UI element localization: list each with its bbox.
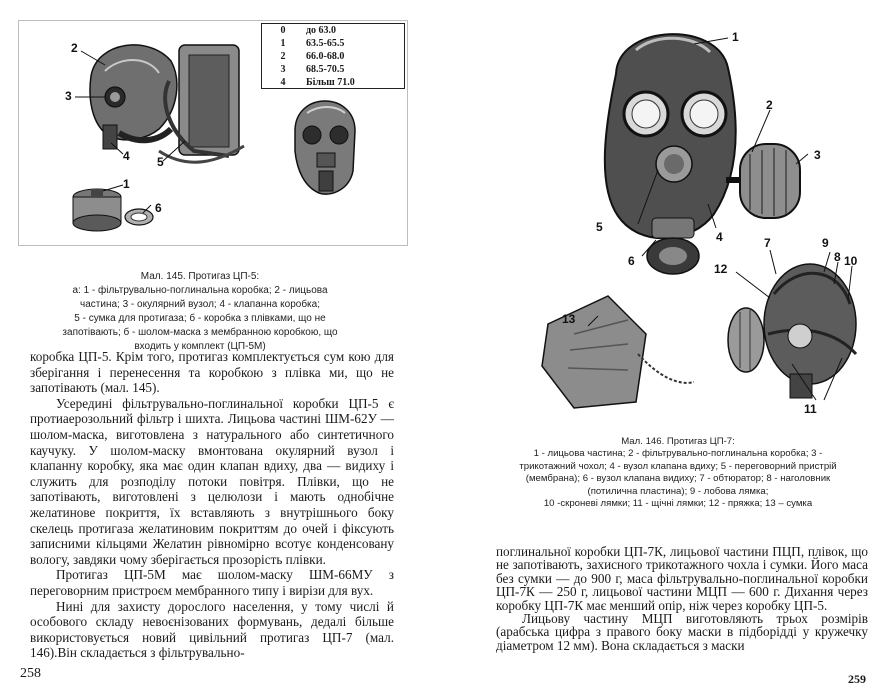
page-number-left: 258 bbox=[20, 666, 41, 681]
caption-line: частина; 3 - окулярний вузол; 4 - клапанна коробка; bbox=[80, 299, 320, 310]
size-code: 2 bbox=[280, 51, 286, 62]
callout-label: 1 bbox=[123, 177, 130, 191]
paragraph: Усередині фільтрувально-поглинальної коробки ЦП-5 є протиаерозольний фільтр і шихта. Лицьова частині ШМ-62У — шолом-маска, виготовлена з натурального або синтетичного каучуку. У шолом-маску вмонтована окулярний вузол і клапанну коробку, яка має один клапан вдиху, два — видиху і служить для розподілу потоки повітря. Плівки, що не запотівають, виготовлені з целюлози і мають однобічне желатинове покриття, їх вставляють з внутрішнього боку скелець протигаза желатиновим покриттям до очей і фіксують записними кільцями Желатин рівномірно всотує конденсовану вологу, завдяки чому зберігається прозорість плівки. bbox=[30, 395, 394, 567]
size-row bbox=[262, 51, 404, 63]
callout-label: 4 bbox=[716, 230, 723, 244]
size-value: 66.0-68.0 bbox=[306, 51, 345, 62]
callout-label: 10 bbox=[844, 254, 858, 268]
caption-line: запотівають; б - шолом-маска з мембранною коробкою, що bbox=[62, 327, 338, 338]
caption-line: Мал. 146. Протигаз ЦП-7: bbox=[621, 436, 735, 447]
paragraph: Протигаз ЦП-5М має шолом-маску ШМ-66МУ з переговорним пристроєм мембранного типу і вирізи для вух. bbox=[30, 567, 394, 598]
caption-line: 5 - сумка для протигаза; б - коробка з плівками, що не bbox=[74, 313, 326, 324]
callout-label: 2 bbox=[766, 98, 773, 112]
size-value: до 63.0 bbox=[306, 25, 337, 36]
figure-146-caption bbox=[508, 436, 848, 510]
figure-146 bbox=[478, 4, 870, 424]
size-row bbox=[262, 25, 404, 37]
size-row bbox=[262, 38, 404, 50]
callout-label: 1 bbox=[732, 30, 739, 44]
size-row bbox=[262, 77, 404, 89]
paragraph: Лицьову частину МЦП виготовляють трьох розмірів (арабська цифра з правого боку маски в підборідді у кружечку діаметром 12 мм). Вона складається з маски bbox=[496, 611, 868, 653]
caption-line: Мал. 145. Протигаз ЦП-5: bbox=[140, 271, 260, 282]
size-row bbox=[262, 64, 404, 76]
caption-line: трикотажний чохол; 4 - вузол клапана вдиху; 5 - переговорний пристрій bbox=[519, 460, 837, 472]
paragraph: Нині для захисту дорослого населення, у тому числі й особового складу невоєнізованих формувань, дедалі більше використовується новий цивільний протигаз ЦП-7 (мал. 146).Він складається з фільтрувально- bbox=[30, 598, 394, 661]
callout-label: 9 bbox=[822, 236, 829, 250]
callout-label: 5 bbox=[157, 155, 164, 169]
callout-label: 12 bbox=[714, 262, 728, 276]
right-body-text bbox=[496, 545, 868, 652]
callout-label: 3 bbox=[65, 89, 72, 103]
size-code: 0 bbox=[280, 25, 286, 36]
caption-line: (потилична пластина); 9 - лобова лямка; bbox=[587, 485, 769, 497]
callout-label: 7 bbox=[764, 236, 771, 250]
figure-145 bbox=[18, 20, 408, 246]
paragraph: коробка ЦП-5. Крім того, протигаз комплектується сум кою для зберігання і перенесення та коробкою з плівка ми, що не запотівають (мал. 145). bbox=[30, 349, 394, 396]
size-code: 1 bbox=[280, 38, 286, 49]
page-number-right: 259 bbox=[848, 672, 866, 686]
size-value: 68.5-70.5 bbox=[306, 64, 345, 75]
size-value: Більш 71.0 bbox=[306, 77, 355, 88]
callout-label: 11 bbox=[804, 402, 817, 416]
callout-label: 3 bbox=[814, 148, 821, 162]
caption-line: (мембрана); 6 - вузол клапана видиху; 7 - обтюратор; 8 - наголовник bbox=[525, 473, 831, 485]
figure-146-illustration bbox=[478, 4, 870, 424]
callout-label: 8 bbox=[834, 250, 841, 264]
callout-label: 5 bbox=[596, 220, 603, 234]
caption-line: 1 - лицьова частина; 2 - фільтрувально-поглинальна коробка; 3 - bbox=[533, 448, 823, 460]
left-body-text bbox=[30, 349, 394, 661]
callout-label: 6 bbox=[628, 254, 635, 268]
callout-label: 6 bbox=[155, 201, 162, 215]
size-table bbox=[261, 23, 405, 89]
paragraph: поглинальної коробки ЦП-7К, лицьової частини ПЦП, плівок, що не запотівають, захисного трикотажного чохла і сумки. Його маса без сумки — до 900 г, маса фільтрувально-поглинальної коробки ЦП-7К — 250 г, лицьової частини МЦП — 600 г. Дихання через коробку ЦП-7К має менший опір, ніж через коробку ЦП-5. bbox=[496, 544, 868, 613]
right-page bbox=[438, 0, 875, 689]
caption-line: входить у комплект (ЦП-5М) bbox=[134, 341, 266, 352]
callout-label: 4 bbox=[123, 149, 130, 163]
size-code: 3 bbox=[280, 64, 286, 75]
caption-line: 10 -скроневі лямки; 11 - щічні лямки; 12 - пряжка; 13 – сумка bbox=[543, 498, 813, 510]
caption-line: а: 1 - фільтрувально-поглинальна коробка; 2 - лицьова bbox=[72, 285, 328, 296]
size-value: 63.5-65.5 bbox=[306, 38, 345, 49]
callout-label: 13 bbox=[562, 312, 576, 326]
figure-145-caption bbox=[60, 270, 340, 354]
callout-label: 2 bbox=[71, 41, 78, 55]
size-code: 4 bbox=[280, 77, 286, 88]
